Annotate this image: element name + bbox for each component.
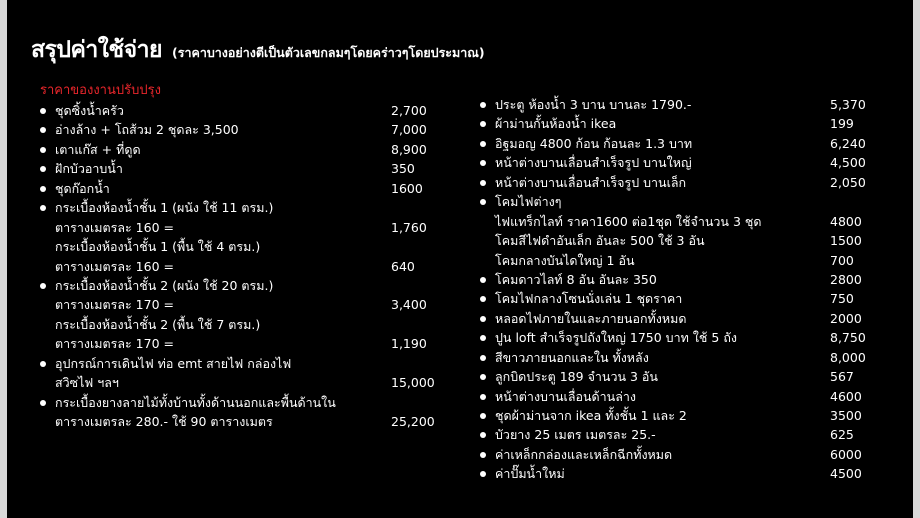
list-item xyxy=(477,425,867,444)
item-amount: 2800 xyxy=(830,271,862,287)
item-text: กระเบื้องห้องน้ำชั้น 2 (พื้น ใช้ 7 ตรม.) xyxy=(55,316,261,332)
left-cost-list xyxy=(37,101,447,431)
list-item xyxy=(477,270,867,289)
item-text: ปูน loft สำเร็จรูปถังใหญ่ 1750 บาท ใช้ 5 ถัง xyxy=(495,330,737,346)
item-text: หน้าต่างบานเลื่อนสำเร็จรูป บานเล็ก xyxy=(495,174,687,190)
item-amount: 199 xyxy=(830,116,854,132)
list-item xyxy=(37,101,447,120)
title-text: สรุปค่าใช้จ่าย xyxy=(31,37,163,63)
item-text: อิฐมอญ 4800 ก้อน ก้อนละ 1.3 บาท xyxy=(495,135,693,151)
list-item xyxy=(477,231,867,250)
item-amount: 1500 xyxy=(830,233,862,249)
item-amount: 350 xyxy=(391,161,415,177)
list-item xyxy=(37,198,447,217)
list-item xyxy=(477,153,867,172)
item-text: หลอดไฟภายในและภายนอกทั้งหมด xyxy=(495,310,687,326)
item-text: ผ้าม่านกั้นห้องน้ำ ikea xyxy=(495,116,617,132)
item-text: ตารางเมตรละ 160 = xyxy=(55,219,174,235)
list-item xyxy=(37,179,447,198)
item-text: กระเบื้องห้องน้ำชั้น 2 (ผนัง ใช้ 20 ตรม.) xyxy=(55,277,274,293)
item-amount: 700 xyxy=(830,252,854,268)
list-item xyxy=(37,120,447,139)
item-amount: 4500 xyxy=(830,466,862,482)
item-text: ตารางเมตรละ 160 = xyxy=(55,258,174,274)
item-text: ตารางเมตรละ 280.- ใช้ 90 ตารางเมตร xyxy=(55,414,273,429)
item-text: หน้าต่างบานเลื่อนด้านล่าง xyxy=(495,388,636,404)
item-text: สวิซไฟ ฯลฯ xyxy=(55,375,119,391)
list-item xyxy=(37,159,447,178)
item-text: โคมสีไฟดำอันเล็ก อันละ 500 ใช้ 3 อัน xyxy=(495,233,705,249)
list-item xyxy=(477,251,867,270)
item-text: ชุดผ้าม่านจาก ikea ทั้งชั้น 1 และ 2 xyxy=(495,408,687,423)
item-amount: 750 xyxy=(830,291,854,307)
list-item xyxy=(37,218,447,237)
list-item xyxy=(37,393,447,412)
item-text: กระเบื้องยางลายไม้ทั้งบ้านทั้งด้านนอกและพื้นด้านใน xyxy=(55,394,336,410)
item-text: สีขาวภายนอกและใน ทั้งหลัง xyxy=(495,349,649,365)
list-item xyxy=(477,387,867,406)
item-text: ไฟแทร็กไลท์ ราคา1600 ต่อ1ชุด ใช้จำนวน 3 ชุด xyxy=(495,213,762,229)
slide-title xyxy=(31,32,485,68)
list-item xyxy=(477,212,867,231)
item-text: ฝักบัวอาบน้ำ xyxy=(55,161,123,177)
item-text: โคมไฟกลางโซนนั่งเล่น 1 ชุดราคา xyxy=(495,291,683,307)
list-item xyxy=(477,309,867,328)
list-item xyxy=(37,412,447,431)
item-text: ชุดซิ้งน้ำครัว xyxy=(55,103,124,118)
item-text: โคมดาวไลท์ 8 อัน อันละ 350 xyxy=(495,271,657,287)
list-item xyxy=(477,173,867,192)
item-amount: 4,500 xyxy=(830,155,866,171)
item-amount: 2,050 xyxy=(830,174,866,190)
item-amount: 2000 xyxy=(830,310,862,326)
item-amount: 5,370 xyxy=(830,97,866,112)
item-text: กระเบื้องห้องน้ำชั้น 1 (ผนัง ใช้ 11 ตรม.) xyxy=(55,200,274,216)
item-text: บัวยาง 25 เมตร เมตรละ 25.- xyxy=(495,427,656,443)
item-amount: 8,000 xyxy=(830,349,866,365)
item-text: ตารางเมตรละ 170 = xyxy=(55,336,174,352)
item-amount: 625 xyxy=(830,427,854,443)
list-item xyxy=(37,295,447,314)
item-text: ค่าเหล็กกล่องและเหล็กฉีกทั้งหมด xyxy=(495,446,673,462)
list-item xyxy=(477,348,867,367)
list-item xyxy=(37,276,447,295)
item-amount: 1,190 xyxy=(391,336,427,352)
list-item xyxy=(477,464,867,483)
list-item xyxy=(477,445,867,464)
list-item xyxy=(477,95,867,114)
list-item xyxy=(37,315,447,334)
item-amount: 6000 xyxy=(830,446,862,462)
item-text: กระเบื้องห้องน้ำชั้น 1 (พื้น ใช้ 4 ตรม.) xyxy=(55,239,261,255)
list-item xyxy=(37,373,447,392)
item-amount: 2,700 xyxy=(391,103,427,118)
item-text: ชุดก๊อกน้ำ xyxy=(55,180,110,196)
list-item xyxy=(477,328,867,347)
list-item xyxy=(477,114,867,133)
item-amount: 8,900 xyxy=(391,141,427,157)
item-amount: 1600 xyxy=(391,180,423,196)
item-text: อ่างล้าง + โถส้วม 2 ชุดละ 3,500 xyxy=(55,122,239,138)
right-cost-list xyxy=(477,95,867,484)
list-item xyxy=(37,257,447,276)
list-item xyxy=(477,289,867,308)
item-text: ตารางเมตรละ 170 = xyxy=(55,297,174,313)
item-amount: 1,760 xyxy=(391,219,427,235)
item-amount: 567 xyxy=(830,369,854,385)
item-amount: 4800 xyxy=(830,213,862,229)
summary-slide xyxy=(7,0,913,518)
item-text: โคมกลางบันไดใหญ่ 1 อัน xyxy=(495,252,635,268)
section-label: ราคาของงานปรับปรุง xyxy=(40,83,161,98)
item-text: อุปกรณ์การเดินไฟ ท่อ emt สายไฟ กล่องไฟ xyxy=(55,355,292,371)
list-item xyxy=(477,134,867,153)
subtitle-text: (ราคาบางอย่างตีเป็นตัวเลขกลมๆโดยคร่าวๆโดยประมาณ) xyxy=(172,45,485,60)
item-amount: 4600 xyxy=(830,388,862,404)
list-item xyxy=(477,192,867,211)
item-text: ลูกบิดประตู 189 จำนวน 3 อัน xyxy=(495,369,658,385)
list-item xyxy=(477,406,867,425)
item-amount: 640 xyxy=(391,258,415,274)
list-item xyxy=(37,237,447,256)
list-item xyxy=(37,354,447,373)
list-item xyxy=(37,140,447,159)
item-text: เตาแก๊ส + ที่ดูด xyxy=(55,141,141,157)
item-text: ค่าปั๊มน้ำใหม่ xyxy=(495,466,565,482)
list-item xyxy=(477,367,867,386)
item-amount: 6,240 xyxy=(830,135,866,151)
item-text: ประตู ห้องน้ำ 3 บาน บานละ 1790.- xyxy=(495,97,692,112)
item-amount: 3,400 xyxy=(391,297,427,313)
item-text: โคมไฟต่างๆ xyxy=(495,194,562,210)
item-amount: 8,750 xyxy=(830,330,866,346)
item-amount: 7,000 xyxy=(391,122,427,138)
item-amount: 15,000 xyxy=(391,375,435,391)
item-text: หน้าต่างบานเลื่อนสำเร็จรูป บานใหญ่ xyxy=(495,155,692,171)
list-item xyxy=(37,334,447,353)
item-amount: 3500 xyxy=(830,408,862,423)
item-amount: 25,200 xyxy=(391,414,435,429)
